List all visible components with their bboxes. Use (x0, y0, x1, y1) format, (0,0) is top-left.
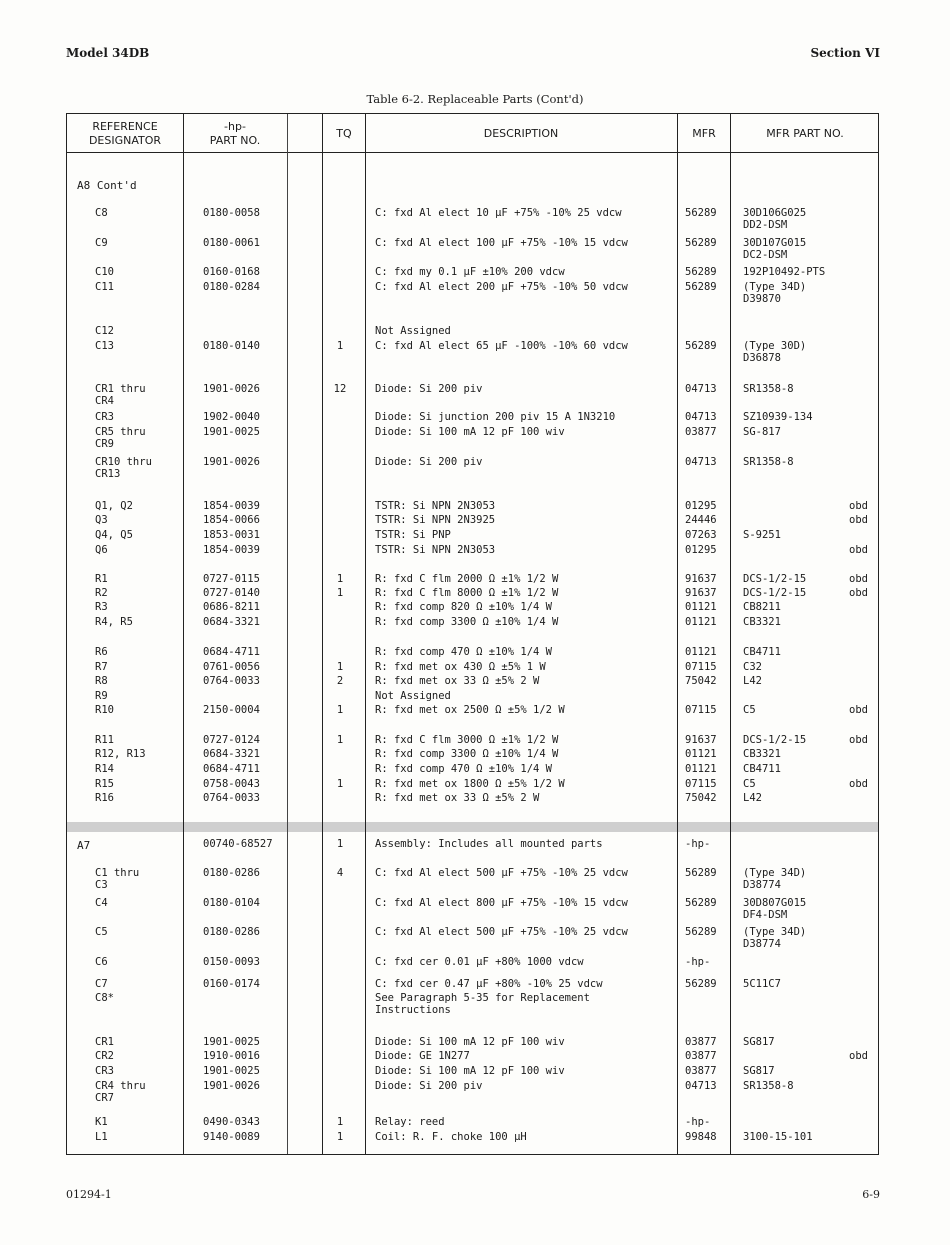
header-rule (67, 152, 878, 153)
part-description: Diode: Si junction 200 piv 15 A 1N3210 (375, 411, 616, 423)
hp-part-number: 9140-0089 (203, 1131, 260, 1143)
part-description: Diode: Si 200 piv (375, 383, 483, 395)
hp-part-number: 0684-3321 (203, 748, 260, 760)
total-quantity: 1 (336, 704, 344, 716)
hp-part-number: 0180-0104 (203, 897, 260, 909)
total-quantity: 1 (336, 573, 344, 585)
reference-designator: R3 (95, 601, 108, 613)
reference-designator: C8* (95, 992, 114, 1004)
reference-designator: R8 (95, 675, 108, 687)
reference-designator: C1 thru C3 (95, 867, 140, 891)
part-description: C: fxd cer 0.47 µF +80% -10% 25 vdcw (375, 978, 603, 990)
manufacturer-part-number: SZ10939-134 (743, 411, 813, 423)
obd-note: obd (849, 704, 868, 716)
part-description: Diode: Si 100 mA 12 pF 100 wiv (375, 426, 565, 438)
reference-designator: R16 (95, 792, 114, 804)
part-description: C: fxd Al elect 200 µF +75% -10% 50 vdcw (375, 281, 628, 293)
reference-designator: C6 (95, 956, 108, 968)
hp-part-number: 1901-0026 (203, 456, 260, 468)
total-quantity: 2 (336, 675, 344, 687)
reference-designator: C12 (95, 325, 114, 337)
obd-note: obd (849, 500, 868, 512)
manufacturer-code: 01121 (685, 601, 717, 613)
manufacturer-code: 07115 (685, 704, 717, 716)
col-header-reference (69, 120, 181, 148)
manufacturer-part-number: SR1358-8 (743, 383, 794, 395)
part-description: R: fxd met ox 2500 Ω ±5% 1/2 W (375, 704, 565, 716)
hp-part-number: 1910-0016 (203, 1050, 260, 1062)
reference-designator: C9 (95, 237, 108, 249)
hp-part-number: 0764-0033 (203, 675, 260, 687)
obd-note: obd (849, 514, 868, 526)
column-divider (365, 114, 366, 1154)
manufacturer-code: 07115 (685, 778, 717, 790)
total-quantity: 1 (336, 778, 344, 790)
col-header-line: -hp- (224, 120, 246, 133)
manufacturer-code: 75042 (685, 675, 717, 687)
reference-designator: C13 (95, 340, 114, 352)
hp-part-number: 1901-0026 (203, 383, 260, 395)
hp-part-number: 1901-0025 (203, 426, 260, 438)
hp-part-number: 0684-3321 (203, 616, 260, 628)
manufacturer-part-number: 5C11C7 (743, 978, 781, 990)
reference-designator: C4 (95, 897, 108, 909)
reference-designator: C5 (95, 926, 108, 938)
page-code: 01294-1 (66, 1188, 112, 1201)
manufacturer-part-number: L42 (743, 675, 762, 687)
part-description: TSTR: Si NPN 2N3053 (375, 544, 496, 556)
hp-part-number: 0727-0140 (203, 587, 260, 599)
manufacturer-part-number: (Type 30D) D36878 (743, 340, 807, 364)
part-description: C: fxd Al elect 10 µF +75% -10% 25 vdcw (375, 207, 622, 219)
obd-note: obd (849, 544, 868, 556)
col-header-hp-part (185, 120, 285, 148)
hp-part-number: 1854-0066 (203, 514, 260, 526)
column-divider (183, 114, 184, 1154)
reference-designator: R9 (95, 690, 108, 702)
manufacturer-code: 56289 (685, 867, 717, 879)
col-header-line: PART NO. (209, 134, 261, 147)
hp-part-number: 0684-4711 (203, 646, 260, 658)
hp-part-number: 0764-0033 (203, 792, 260, 804)
manufacturer-code: 07115 (685, 661, 717, 673)
part-description: R: fxd comp 820 Ω ±10% 1/4 W (375, 601, 553, 613)
reference-designator: Q6 (95, 544, 108, 556)
hp-part-number: 1901-0025 (203, 1036, 260, 1048)
reference-designator: CR2 (95, 1050, 114, 1062)
column-divider (730, 114, 731, 1154)
table-caption: Table 6-2. Replaceable Parts (Cont'd) (366, 92, 584, 106)
manufacturer-part-number: SG817 (743, 1065, 775, 1077)
manufacturer-part-number: C32 (743, 661, 762, 673)
hp-part-number: 1901-0025 (203, 1065, 260, 1077)
manufacturer-code: 03877 (685, 1050, 717, 1062)
obd-note: obd (849, 734, 868, 746)
col-header-line: REFERENCE (92, 120, 158, 133)
reference-designator: CR4 thru CR7 (95, 1080, 146, 1104)
hp-part-number: 0727-0115 (203, 573, 260, 585)
part-description: Coil: R. F. choke 100 µH (375, 1131, 527, 1143)
manufacturer-code: 56289 (685, 340, 717, 352)
hp-part-number: 0727-0124 (203, 734, 260, 746)
reference-designator: C8 (95, 207, 108, 219)
manufacturer-code: 01295 (685, 500, 717, 512)
manufacturer-code: 01121 (685, 616, 717, 628)
manufacturer-part-number: C5 (743, 778, 756, 790)
manufacturer-code: 91637 (685, 573, 717, 585)
manufacturer-code: 01121 (685, 763, 717, 775)
manufacturer-part-number: DCS-1/2-15 (743, 587, 807, 599)
reference-designator: R10 (95, 704, 114, 716)
manufacturer-part-number: CB4711 (743, 763, 781, 775)
manufacturer-part-number: 30D807G015 DF4-DSM (743, 897, 807, 921)
total-quantity: 1 (336, 734, 344, 746)
part-description: Diode: GE 1N277 (375, 1050, 470, 1062)
manufacturer-code: 56289 (685, 237, 717, 249)
reference-designator: C11 (95, 281, 114, 293)
section-header: Section VI (810, 46, 880, 60)
reference-designator: K1 (95, 1116, 108, 1128)
obd-note: obd (849, 778, 868, 790)
reference-designator: CR1 thru CR4 (95, 383, 146, 407)
manufacturer-part-number: CB4711 (743, 646, 781, 658)
part-description: TSTR: Si PNP (375, 529, 451, 541)
total-quantity: 1 (336, 838, 344, 850)
hp-part-number: 0761-0056 (203, 661, 260, 673)
part-description: Diode: Si 100 mA 12 pF 100 wiv (375, 1036, 565, 1048)
manufacturer-part-number: 30D106G025 DD2-DSM (743, 207, 807, 231)
part-description: R: fxd C flm 2000 Ω ±1% 1/2 W (375, 573, 559, 585)
hp-part-number: 2150-0004 (203, 704, 260, 716)
part-description: Not Assigned (375, 690, 451, 702)
manufacturer-code: 04713 (685, 1080, 717, 1092)
reference-designator: R12, R13 (95, 748, 146, 760)
manufacturer-code: 56289 (685, 978, 717, 990)
manufacturer-code: 01295 (685, 544, 717, 556)
hp-part-number: 0490-0343 (203, 1116, 260, 1128)
part-description: C: fxd my 0.1 µF ±10% 200 vdcw (375, 266, 565, 278)
manufacturer-code: -hp- (685, 1116, 711, 1128)
part-description: TSTR: Si NPN 2N3053 (375, 500, 496, 512)
manufacturer-part-number: DCS-1/2-15 (743, 734, 807, 746)
part-description: R: fxd comp 3300 Ω ±10% 1/4 W (375, 616, 559, 628)
part-description: See Paragraph 5-35 for Replacement Instructions (375, 992, 590, 1016)
hp-part-number: 0160-0168 (203, 266, 260, 278)
col-header-tq: TQ (336, 127, 352, 140)
col-header-mfr-part: MFR PART NO. (766, 127, 844, 140)
manufacturer-part-number: S-9251 (743, 529, 781, 541)
manufacturer-code: 56289 (685, 281, 717, 293)
manufacturer-code: 03877 (685, 1036, 717, 1048)
part-description: Diode: Si 100 mA 12 pF 100 wiv (375, 1065, 565, 1077)
manufacturer-code: -hp- (685, 838, 711, 850)
manufacturer-part-number: 3100-15-101 (743, 1131, 813, 1143)
hp-part-number: 1901-0026 (203, 1080, 260, 1092)
column-divider (287, 114, 288, 1154)
obd-note: obd (849, 573, 868, 585)
manufacturer-part-number: SR1358-8 (743, 456, 794, 468)
manufacturer-code: 56289 (685, 207, 717, 219)
hp-part-number: 0180-0286 (203, 926, 260, 938)
total-quantity: 12 (333, 383, 347, 395)
manufacturer-code: 24446 (685, 514, 717, 526)
manufacturer-code: 01121 (685, 646, 717, 658)
manufacturer-part-number: CB3321 (743, 616, 781, 628)
manufacturer-code: 91637 (685, 587, 717, 599)
manufacturer-code: -hp- (685, 956, 711, 968)
part-description: Diode: Si 200 piv (375, 1080, 483, 1092)
part-description: R: fxd C flm 3000 Ω ±1% 1/2 W (375, 734, 559, 746)
page-number: 6-9 (862, 1188, 880, 1201)
total-quantity: 1 (336, 587, 344, 599)
reference-designator: C7 (95, 978, 108, 990)
total-quantity: 1 (336, 340, 344, 352)
hp-part-number: 0180-0286 (203, 867, 260, 879)
section-label: A8 Cont'd (77, 179, 137, 192)
part-description: Not Assigned (375, 325, 451, 337)
manufacturer-code: 01121 (685, 748, 717, 760)
part-description: Assembly: Includes all mounted parts (375, 838, 603, 850)
manufacturer-part-number: CB3321 (743, 748, 781, 760)
reference-designator: R4, R5 (95, 616, 133, 628)
manufacturer-part-number: SR1358-8 (743, 1080, 794, 1092)
manufacturer-part-number: 30D107G015 DC2-DSM (743, 237, 807, 261)
reference-designator: CR3 (95, 411, 114, 423)
reference-designator: L1 (95, 1131, 108, 1143)
manufacturer-part-number: SG817 (743, 1036, 775, 1048)
manufacturer-code: 56289 (685, 897, 717, 909)
column-divider (322, 114, 323, 1154)
hp-part-number: 0684-4711 (203, 763, 260, 775)
hp-part-number: 1854-0039 (203, 500, 260, 512)
reference-designator: Q4, Q5 (95, 529, 133, 541)
manufacturer-code: 03877 (685, 426, 717, 438)
manufacturer-code: 56289 (685, 266, 717, 278)
hp-part-number: 0686-8211 (203, 601, 260, 613)
reference-designator: C10 (95, 266, 114, 278)
section-separator (67, 822, 878, 832)
manufacturer-part-number: L42 (743, 792, 762, 804)
model-header: Model 34DB (66, 46, 150, 60)
hp-part-number: 1853-0031 (203, 529, 260, 541)
reference-designator: CR10 thru CR13 (95, 456, 152, 480)
hp-part-number: 0160-0174 (203, 978, 260, 990)
part-description: Relay: reed (375, 1116, 445, 1128)
part-description: R: fxd C flm 8000 Ω ±1% 1/2 W (375, 587, 559, 599)
manufacturer-part-number: (Type 34D) D38774 (743, 867, 807, 891)
manufacturer-part-number: CB8211 (743, 601, 781, 613)
reference-designator: Q1, Q2 (95, 500, 133, 512)
part-description: R: fxd comp 470 Ω ±10% 1/4 W (375, 763, 553, 775)
total-quantity: 1 (336, 661, 344, 673)
part-description: C: fxd Al elect 500 µF +75% -10% 25 vdcw (375, 867, 628, 879)
hp-part-number: 0180-0061 (203, 237, 260, 249)
hp-part-number: 1854-0039 (203, 544, 260, 556)
manufacturer-part-number: (Type 34D) D38774 (743, 926, 807, 950)
column-divider (677, 114, 678, 1154)
part-description: R: fxd met ox 33 Ω ±5% 2 W (375, 675, 540, 687)
hp-part-number: 0180-0284 (203, 281, 260, 293)
reference-designator: R7 (95, 661, 108, 673)
hp-part-number: 0180-0140 (203, 340, 260, 352)
part-description: C: fxd cer 0.01 µF +80% 1000 vdcw (375, 956, 584, 968)
total-quantity: 4 (336, 867, 344, 879)
reference-designator: Q3 (95, 514, 108, 526)
manufacturer-code: 56289 (685, 926, 717, 938)
reference-designator: CR5 thru CR9 (95, 426, 146, 450)
total-quantity: 1 (336, 1116, 344, 1128)
col-header-mfr: MFR (692, 127, 716, 140)
manufacturer-code: 04713 (685, 383, 717, 395)
part-description: R: fxd comp 3300 Ω ±10% 1/4 W (375, 748, 559, 760)
col-header-line: DESIGNATOR (88, 134, 162, 147)
manufacturer-part-number: DCS-1/2-15 (743, 573, 807, 585)
manufacturer-part-number: (Type 34D) D39870 (743, 281, 807, 305)
manufacturer-part-number: 192P10492-PTS (743, 266, 826, 278)
reference-designator: R2 (95, 587, 108, 599)
manufacturer-code: 91637 (685, 734, 717, 746)
reference-designator: CR3 (95, 1065, 114, 1077)
manufacturer-code: 04713 (685, 456, 717, 468)
hp-part-number: 0180-0058 (203, 207, 260, 219)
part-description: C: fxd Al elect 500 µF +75% -10% 25 vdcw (375, 926, 628, 938)
reference-designator: R14 (95, 763, 114, 775)
manufacturer-part-number: C5 (743, 704, 756, 716)
hp-part-number: 00740-68527 (203, 838, 273, 850)
part-description: C: fxd Al elect 65 µF -100% -10% 60 vdcw (375, 340, 628, 352)
reference-designator: R15 (95, 778, 114, 790)
part-description: C: fxd Al elect 800 µF +75% -10% 15 vdcw (375, 897, 628, 909)
reference-designator: R6 (95, 646, 108, 658)
obd-note: obd (849, 1050, 868, 1062)
part-description: R: fxd met ox 33 Ω ±5% 2 W (375, 792, 540, 804)
col-header-description: DESCRIPTION (483, 127, 559, 140)
replaceable-parts-table (66, 113, 879, 1155)
reference-designator: CR1 (95, 1036, 114, 1048)
part-description: R: fxd met ox 1800 Ω ±5% 1/2 W (375, 778, 565, 790)
obd-note: obd (849, 587, 868, 599)
part-description: C: fxd Al elect 100 µF +75% -10% 15 vdcw (375, 237, 628, 249)
reference-designator: R11 (95, 734, 114, 746)
manufacturer-code: 99848 (685, 1131, 717, 1143)
manufacturer-code: 03877 (685, 1065, 717, 1077)
hp-part-number: 0758-0043 (203, 778, 260, 790)
part-description: R: fxd comp 470 Ω ±10% 1/4 W (375, 646, 553, 658)
section-label: A7 (77, 839, 91, 852)
manufacturer-code: 04713 (685, 411, 717, 423)
part-description: TSTR: Si NPN 2N3925 (375, 514, 496, 526)
part-description: Diode: Si 200 piv (375, 456, 483, 468)
reference-designator: R1 (95, 573, 108, 585)
hp-part-number: 1902-0040 (203, 411, 260, 423)
hp-part-number: 0150-0093 (203, 956, 260, 968)
manufacturer-code: 75042 (685, 792, 717, 804)
manufacturer-code: 07263 (685, 529, 717, 541)
manufacturer-part-number: SG-817 (743, 426, 781, 438)
total-quantity: 1 (336, 1131, 344, 1143)
part-description: R: fxd met ox 430 Ω ±5% 1 W (375, 661, 546, 673)
